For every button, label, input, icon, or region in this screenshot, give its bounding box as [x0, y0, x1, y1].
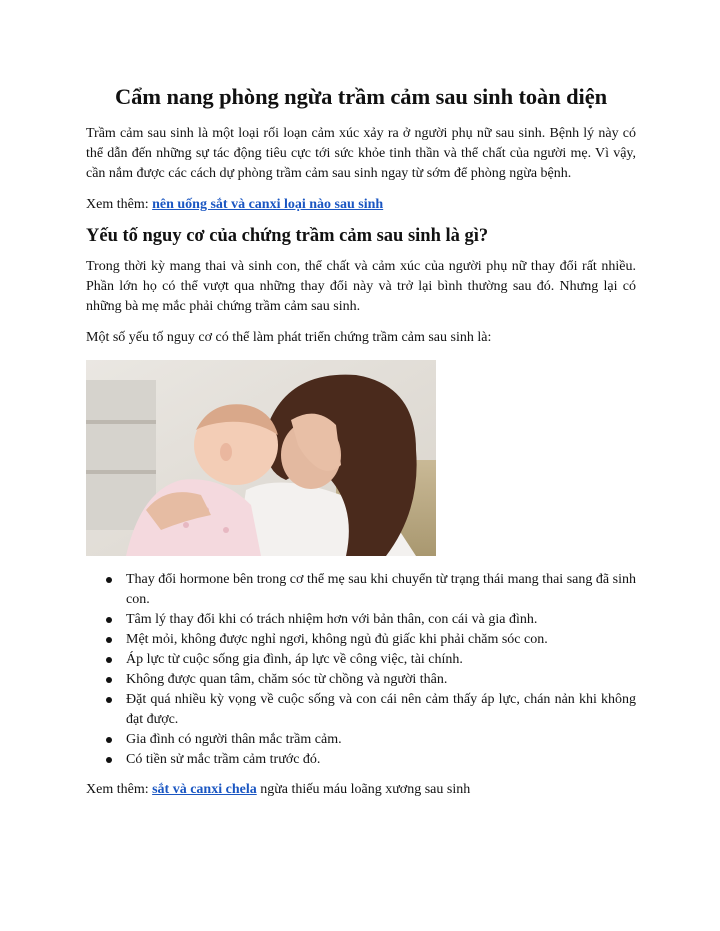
list-item: Thay đổi hormone bên trong cơ thể mẹ sau khi chuyển từ trạng thái mang thai sang đã sinh con.	[126, 570, 636, 610]
see-more-prefix: Xem thêm:	[86, 782, 153, 797]
risk-factor-list	[86, 570, 636, 770]
intro-paragraph: Trầm cảm sau sinh là một loại rối loạn cảm xúc xảy ra ở người phụ nữ sau sinh. Bệnh lý này có thể dẫn đến những sự tác động tiêu cực tới sức khỏe tinh thần và thể chất của người mẹ. Vì vậy, cần nắm được các cách dự phòng trầm cảm sau sinh ngay từ sớm để phòng ngừa bệnh.	[86, 126, 636, 181]
see-more-suffix: ngừa thiếu máu loãng xương sau sinh	[256, 782, 471, 797]
page-title: Cẩm nang phòng ngừa trầm cảm sau sinh toàn diện	[114, 84, 608, 109]
list-item: Mệt mỏi, không được nghỉ ngơi, không ngủ đủ giấc khi phải chăm sóc con.	[126, 630, 636, 650]
section-heading: Yếu tố nguy cơ của chứng trầm cảm sau sinh là gì?	[86, 226, 489, 246]
see-more-line-1	[86, 195, 636, 215]
see-more-link-2[interactable]: sắt và canxi chela	[152, 782, 257, 797]
document-content	[86, 84, 636, 811]
see-more-link-1[interactable]: nên uống sắt và canxi loại nào sau sinh	[152, 197, 384, 212]
list-item: Tâm lý thay đổi khi có trách nhiệm hơn với bản thân, con cái và gia đình.	[126, 610, 636, 630]
list-item: Có tiền sử mắc trầm cảm trước đó.	[126, 750, 636, 770]
list-item: Gia đình có người thân mắc trầm cảm.	[126, 730, 636, 750]
section-paragraph: Trong thời kỳ mang thai và sinh con, thể chất và cảm xúc của người phụ nữ thay đổi rất nhiều. Phần lớn họ có thể vượt qua những thay đổi này và trở lại bình thường sau đó. Nhưng lại có những bà mẹ mắc phải chứng trầm cảm sau sinh.	[86, 259, 636, 314]
list-item: Đặt quá nhiều kỳ vọng về cuộc sống và con cái nên cảm thấy áp lực, chán nản khi không đạt được.	[126, 690, 636, 730]
list-item: Áp lực từ cuộc sống gia đình, áp lực về công việc, tài chính.	[126, 650, 636, 670]
see-more-prefix: Xem thêm:	[86, 197, 153, 212]
see-more-line-2	[86, 780, 636, 800]
mother-baby-photo	[86, 360, 436, 556]
list-item: Không được quan tâm, chăm sóc từ chồng và người thân.	[126, 670, 636, 690]
risk-intro: Một số yếu tố nguy cơ có thể làm phát triển chứng trầm cảm sau sinh là:	[86, 330, 492, 345]
